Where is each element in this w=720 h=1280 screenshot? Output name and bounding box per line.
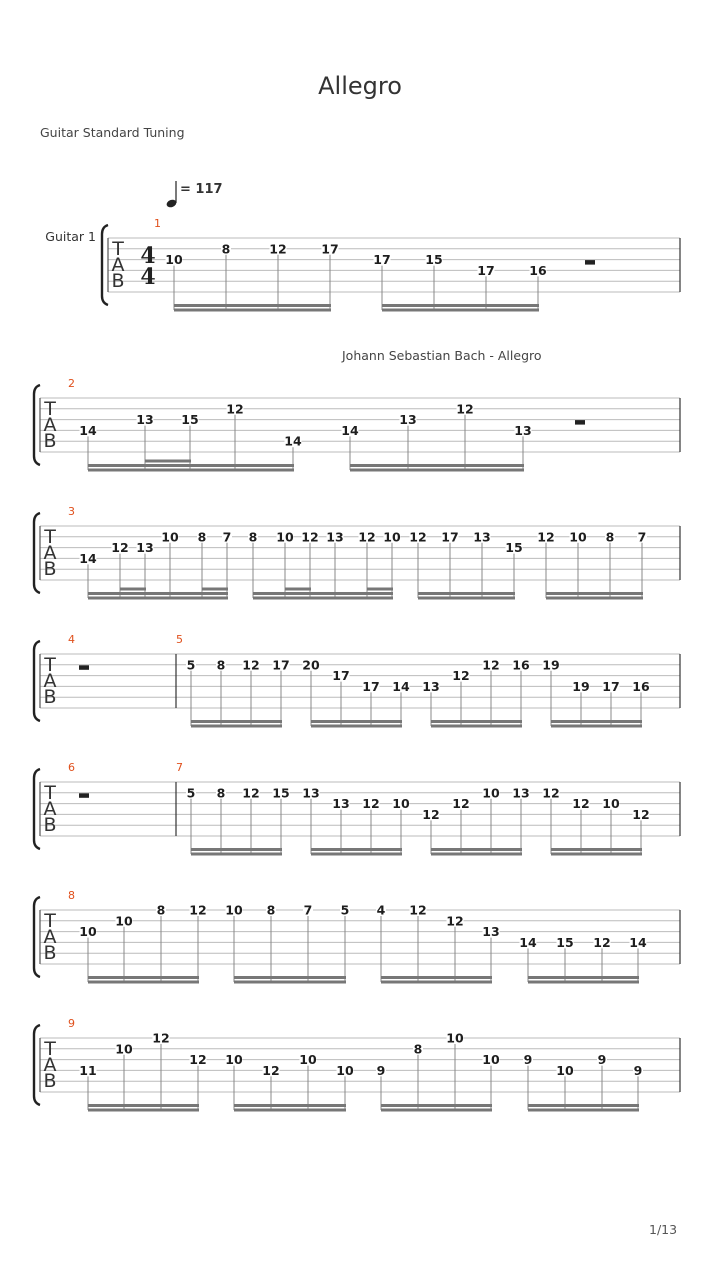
beam — [191, 848, 282, 851]
beam — [202, 588, 228, 591]
beam — [234, 976, 346, 979]
fret-number: 10 — [482, 1052, 500, 1068]
tab-clef-letter: A — [43, 542, 57, 564]
fret-number: 12 — [362, 796, 380, 812]
tab-clef-letter: B — [43, 430, 57, 452]
beam — [285, 588, 311, 591]
fret-number: 7 — [303, 902, 313, 918]
fret-number: 10 — [556, 1062, 574, 1078]
fret-number: 15 — [272, 785, 290, 801]
beam — [367, 588, 393, 591]
beam — [381, 1109, 492, 1112]
fret-number: 20 — [302, 657, 320, 673]
fret-number: 13 — [514, 422, 532, 438]
fret-number: 14 — [341, 422, 359, 438]
fret-number: 8 — [216, 657, 226, 673]
measure-number: 8 — [68, 889, 75, 902]
fret-number: 17 — [602, 678, 620, 694]
half-rest — [575, 420, 585, 425]
beam — [528, 1109, 639, 1112]
system-bracket — [102, 225, 108, 305]
fret-number: 12 — [452, 668, 470, 684]
fret-number: 17 — [477, 262, 495, 278]
fret-number: 15 — [181, 412, 199, 428]
fret-number: 10 — [225, 902, 243, 918]
fret-number: 15 — [425, 252, 443, 268]
fret-number: 10 — [115, 913, 133, 929]
fret-number: 10 — [383, 529, 401, 545]
composer-label: Johann Sebastian Bach - Allegro — [342, 348, 542, 363]
tab-clef-letter: T — [44, 782, 56, 804]
fret-number: 10 — [446, 1030, 464, 1046]
fret-number: 14 — [284, 433, 302, 449]
measure-number: 7 — [176, 761, 183, 774]
system-bracket — [34, 1025, 40, 1105]
fret-number: 13 — [136, 412, 154, 428]
fret-number: 12 — [482, 657, 500, 673]
beam — [431, 848, 522, 851]
fret-number: 9 — [633, 1062, 643, 1078]
beam — [88, 1109, 199, 1112]
fret-number: 8 — [216, 785, 226, 801]
beam — [551, 720, 642, 723]
fret-number: 12 — [409, 529, 427, 545]
tab-clef-letter: A — [43, 926, 57, 948]
fret-number: 12 — [262, 1062, 280, 1078]
tempo-marking: = 117 — [180, 182, 223, 197]
beam — [191, 720, 282, 723]
fret-number: 12 — [111, 540, 129, 556]
tab-clef-letter: T — [112, 238, 124, 260]
tab-clef-letter: B — [43, 942, 57, 964]
fret-number: 14 — [79, 422, 97, 438]
measure-number: 6 — [68, 761, 75, 774]
beam — [234, 1109, 346, 1112]
half-rest — [79, 793, 89, 798]
fret-number: 8 — [266, 902, 276, 918]
fret-number: 10 — [482, 785, 500, 801]
beam — [350, 469, 524, 472]
fret-number: 13 — [302, 785, 320, 801]
fret-number: 11 — [79, 1062, 97, 1078]
half-rest — [585, 260, 595, 265]
fret-number: 17 — [272, 657, 290, 673]
system-bracket — [34, 513, 40, 593]
fret-number: 12 — [301, 529, 319, 545]
fret-number: 5 — [186, 785, 196, 801]
fret-number: 12 — [632, 806, 650, 822]
beam — [191, 725, 282, 728]
fret-number: 15 — [556, 934, 574, 950]
tab-clef-letter: A — [43, 798, 57, 820]
fret-number: 12 — [189, 1052, 207, 1068]
beam — [382, 304, 539, 307]
measure-number: 5 — [176, 633, 183, 646]
half-rest — [79, 665, 89, 670]
fret-number: 14 — [79, 550, 97, 566]
beam — [174, 309, 331, 312]
system-bracket — [34, 769, 40, 849]
fret-number: 12 — [409, 902, 427, 918]
fret-number: 10 — [336, 1062, 354, 1078]
beam — [431, 720, 522, 723]
beam — [350, 464, 524, 467]
beam — [311, 848, 402, 851]
fret-number: 13 — [326, 529, 344, 545]
beam — [234, 1104, 346, 1107]
tab-clef-letter: T — [44, 910, 56, 932]
tab-clef-letter: A — [43, 414, 57, 436]
tab-clef-letter: T — [44, 654, 56, 676]
fret-number: 13 — [422, 678, 440, 694]
fret-number: 19 — [542, 657, 560, 673]
beam — [431, 853, 522, 856]
fret-number: 8 — [221, 241, 231, 257]
fret-number: 13 — [399, 412, 417, 428]
time-signature-numerator: 4 — [140, 243, 156, 269]
fret-number: 12 — [537, 529, 555, 545]
beam — [311, 853, 402, 856]
fret-number: 10 — [79, 924, 97, 940]
beam — [88, 976, 199, 979]
fret-number: 17 — [321, 241, 339, 257]
beam — [88, 981, 199, 984]
beam — [311, 720, 402, 723]
fret-number: 8 — [248, 529, 258, 545]
beam — [381, 976, 492, 979]
tab-clef-letter: A — [43, 1054, 57, 1076]
beam — [88, 464, 294, 467]
system-bracket — [34, 897, 40, 977]
fret-number: 10 — [225, 1052, 243, 1068]
instrument-name: Guitar 1 — [45, 229, 96, 244]
beam — [88, 592, 228, 595]
fret-number: 10 — [276, 529, 294, 545]
fret-number: 14 — [392, 678, 410, 694]
beam — [551, 725, 642, 728]
beam — [381, 1104, 492, 1107]
fret-number: 16 — [632, 678, 650, 694]
fret-number: 16 — [512, 657, 530, 673]
beam — [253, 592, 393, 595]
fret-number: 10 — [569, 529, 587, 545]
tab-clef-letter: B — [43, 814, 57, 836]
fret-number: 10 — [392, 796, 410, 812]
beam — [528, 981, 639, 984]
measure-number: 1 — [154, 217, 161, 230]
system-bracket — [34, 641, 40, 721]
beam — [382, 309, 539, 312]
beam — [88, 597, 228, 600]
fret-number: 12 — [593, 934, 611, 950]
fret-number: 8 — [413, 1041, 423, 1057]
fret-number: 8 — [197, 529, 207, 545]
page-number: 1/13 — [649, 1222, 678, 1237]
fret-number: 12 — [542, 785, 560, 801]
fret-number: 10 — [299, 1052, 317, 1068]
tab-clef-letter: B — [43, 686, 57, 708]
fret-number: 10 — [115, 1041, 133, 1057]
fret-number: 9 — [597, 1052, 607, 1068]
beam — [174, 304, 331, 307]
fret-number: 17 — [441, 529, 459, 545]
beam — [418, 597, 515, 600]
fret-number: 4 — [376, 902, 386, 918]
fret-number: 13 — [473, 529, 491, 545]
tab-clef-letter: A — [111, 254, 125, 276]
fret-number: 12 — [152, 1030, 170, 1046]
fret-number: 12 — [446, 913, 464, 929]
measure-number: 4 — [68, 633, 75, 646]
beam — [234, 981, 346, 984]
beam — [551, 853, 642, 856]
beam — [145, 460, 191, 463]
fret-number: 7 — [637, 529, 647, 545]
tuning-label: Guitar Standard Tuning — [40, 125, 185, 140]
tab-clef-letter: B — [43, 558, 57, 580]
measure-number: 9 — [68, 1017, 75, 1030]
beam — [253, 597, 393, 600]
beam — [528, 1104, 639, 1107]
fret-number: 13 — [482, 924, 500, 940]
fret-number: 8 — [156, 902, 166, 918]
fret-number: 12 — [572, 796, 590, 812]
fret-number: 17 — [373, 252, 391, 268]
beam — [418, 592, 515, 595]
beam — [546, 597, 643, 600]
fret-number: 7 — [222, 529, 232, 545]
fret-number: 12 — [226, 401, 244, 417]
measure-number: 3 — [68, 505, 75, 518]
measure-number: 2 — [68, 377, 75, 390]
beam — [88, 469, 294, 472]
fret-number: 17 — [332, 668, 350, 684]
song-title: Allegro — [318, 72, 402, 100]
beam — [431, 725, 522, 728]
beam — [551, 848, 642, 851]
beam — [546, 592, 643, 595]
fret-number: 12 — [189, 902, 207, 918]
fret-number: 10 — [602, 796, 620, 812]
fret-number: 5 — [186, 657, 196, 673]
beam — [120, 588, 146, 591]
fret-number: 9 — [523, 1052, 533, 1068]
fret-number: 12 — [452, 796, 470, 812]
fret-number: 16 — [529, 262, 547, 278]
tab-clef-letter: T — [44, 526, 56, 548]
tab-clef-letter: A — [43, 670, 57, 692]
fret-number: 12 — [456, 401, 474, 417]
beam — [88, 1104, 199, 1107]
fret-number: 10 — [161, 529, 179, 545]
fret-number: 9 — [376, 1062, 386, 1078]
beam — [191, 853, 282, 856]
beam — [528, 976, 639, 979]
beam — [381, 981, 492, 984]
tab-clef-letter: B — [43, 1070, 57, 1092]
tab-clef-letter: T — [44, 398, 56, 420]
fret-number: 13 — [512, 785, 530, 801]
time-signature-denominator: 4 — [140, 264, 156, 290]
tab-clef-letter: B — [111, 270, 125, 292]
fret-number: 12 — [242, 785, 260, 801]
fret-number: 8 — [605, 529, 615, 545]
fret-number: 12 — [242, 657, 260, 673]
tab-clef-letter: T — [44, 1038, 56, 1060]
fret-number: 13 — [136, 540, 154, 556]
fret-number: 5 — [340, 902, 350, 918]
system-bracket — [34, 385, 40, 465]
fret-number: 14 — [629, 934, 647, 950]
beam — [311, 725, 402, 728]
fret-number: 12 — [358, 529, 376, 545]
fret-number: 10 — [165, 252, 183, 268]
fret-number: 12 — [269, 241, 287, 257]
fret-number: 13 — [332, 796, 350, 812]
fret-number: 17 — [362, 678, 380, 694]
fret-number: 19 — [572, 678, 590, 694]
fret-number: 12 — [422, 806, 440, 822]
fret-number: 14 — [519, 934, 537, 950]
fret-number: 15 — [505, 540, 523, 556]
